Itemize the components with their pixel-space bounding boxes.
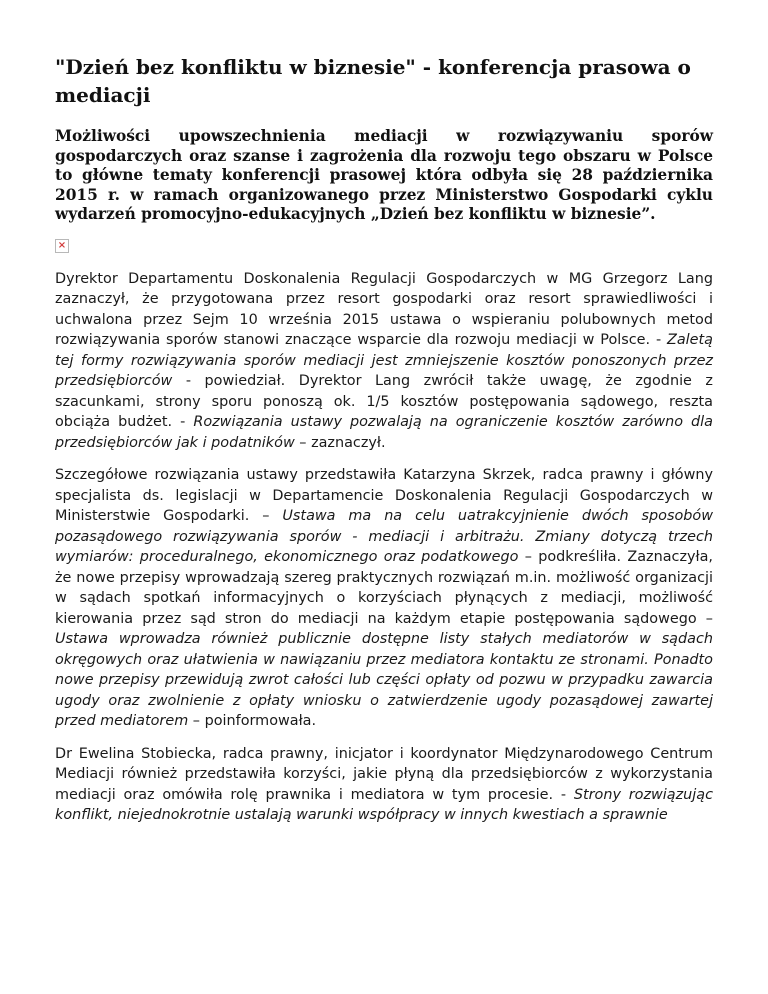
paragraph-3-quote-1: Strony rozwiązując konflikt, niejednokrotnie ustalają warunki współpracy w innych kwestiach a sprawnie [55,786,713,823]
article-lead: Możliwości upowszechnienia mediacji w rozwiązywaniu sporów gospodarczych oraz szanse i zagrożenia dla rozwoju tego obszaru w Polsce to główne tematy konferencji prasowej która odbyła się 28 października 2015 r. w ramach organizowanego przez Ministerstwo Gospodarki cyklu wydarzeń promocyjno-edukacyjnych „Dzień bez konfliktu w biznesie”. [55,127,713,223]
page-title: "Dzień bez konfliktu w biznesie" - konferencja prasowa o mediacji [55,55,691,107]
paragraph-2-quote-1: Ustawa ma na celu uatrakcyjnienie dwóch sposobów pozasądowego rozwiązywania sporów - mediacji i arbitrażu. Zmiany dotyczą trzech wymiarów: proceduralnego, ekonomicznego oraz podatkowego [55,508,713,565]
paragraph-1-quote-2: Rozwiązania ustawy pozwalają na ograniczenie kosztów zarówno dla przedsiębiorców jak i podatników [55,414,713,451]
paragraph-1 [55,269,713,454]
paragraph-2-text-3: – poinformowała. [188,713,317,729]
paragraph-1-quote-1: Zaletą tej formy rozwiązywania sporów mediacji jest zmniejszenie kosztów ponoszonych przez przedsiębiorców [55,332,713,389]
paragraph-2-quote-2: Ustawa wprowadza również publicznie dostępne listy stałych mediatorów w sądach okręgowych oraz ułatwienia w nawiązaniu przez mediatora kontaktu ze stronami. Ponadto nowe przepisy przewidują zwrot całości lub części opłaty od pozwu w przypadku zawarcia ugody oraz zwolnienie z opłaty wniosku o zatwierdzenie ugody pozasądowej zawartej przed mediatorem [55,631,713,729]
paragraph-3 [55,744,713,826]
paragraph-2 [55,465,713,732]
paragraph-2-text-2: – podkreśliła. Zaznaczyła, że nowe przepisy wprowadzają szereg praktycznych rozwiązań m.in. możliwość organizacji w sądach spotkań informacyjnych o korzyściach płynących z mediacji, możliwość kierowania przez sąd stron do mediacji na każdym etapie postępowania sądowego – [55,549,714,627]
paragraph-2-text-1: Szczegółowe rozwiązania ustawy przedstawiła Katarzyna Skrzek, radca prawny i główny specjalista ds. legislacji w Departamencie Doskonalenia Regulacji Gospodarczych w Ministerstwie Gospodarki. – [55,467,713,524]
paragraph-3-text-1: Dr Ewelina Stobiecka, radca prawny, inicjator i koordynator Międzynarodowego Centrum Mediacji również przedstawiła korzyści, jakie płyną dla przedsiębiorców z wykorzystania mediacji oraz omówiła rolę prawnika i mediatora w tym procesie. - [55,745,713,803]
article [55,0,713,826]
paragraph-1-text-1: Dyrektor Departamentu Doskonalenia Regulacji Gospodarczych w MG Grzegorz Lang zaznaczył, że przygotowana przez resort gospodarki oraz resort sprawiedliwości i uchwalona przez Sejm 10 września 2015 ustawa o wspieraniu polubownych metod rozwiązywania sporów stanowi znaczące wsparcie dla rozwoju mediacji w Polsce. - [55,270,713,348]
paragraph-1-text-2: - powiedział. Dyrektor Lang zwrócił także uwagę, że zgodnie z szacunkami, strony sporu ponoszą ok. 1/5 kosztów postępowania sądowego, reszta obciąża budżet. - [55,373,713,430]
broken-image-icon: × [55,239,69,253]
paragraph-1-text-3: – zaznaczył. [294,434,386,451]
